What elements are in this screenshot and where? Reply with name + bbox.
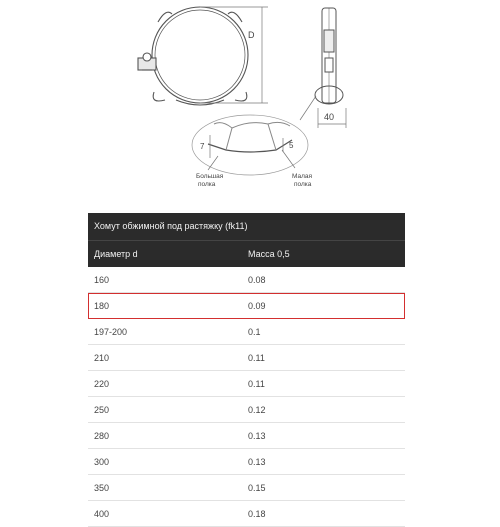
- cell-diameter: 160: [94, 274, 110, 285]
- cell-diameter: 350: [94, 482, 110, 493]
- table-row[interactable]: [88, 501, 405, 527]
- cell-mass: 0.11: [248, 352, 265, 363]
- table-row[interactable]: [88, 319, 405, 345]
- table-row[interactable]: [88, 345, 405, 371]
- cell-mass: 0.12: [248, 404, 266, 415]
- header-diameter: Диаметр d: [94, 249, 138, 259]
- table-row[interactable]: [88, 267, 405, 293]
- table-row[interactable]: [88, 449, 405, 475]
- header-mass: Масса 0,5: [248, 249, 290, 259]
- table-row[interactable]: [88, 293, 405, 319]
- cell-diameter: 197-200: [94, 326, 128, 337]
- dimension-40-label: 40: [324, 112, 335, 122]
- table-header-row: [88, 240, 405, 267]
- cell-mass: 0.1: [248, 326, 261, 337]
- large-flange-label-2: полка: [198, 181, 216, 188]
- table-row[interactable]: [88, 475, 405, 501]
- dimension-7-label: 7: [200, 142, 205, 151]
- clamp-front-view: [138, 7, 248, 105]
- small-flange-label-1: Малая: [292, 173, 313, 180]
- cell-diameter: 220: [94, 378, 110, 389]
- detail-leader: [300, 96, 316, 120]
- table-row[interactable]: [88, 423, 405, 449]
- small-flange-label-2: полка: [294, 181, 312, 188]
- table-body: [88, 267, 405, 527]
- cell-diameter: 400: [94, 508, 110, 519]
- spec-table: [88, 213, 405, 527]
- table-row[interactable]: [88, 371, 405, 397]
- cell-mass: 0.09: [248, 300, 266, 311]
- cell-mass: 0.13: [248, 456, 266, 467]
- cell-diameter: 250: [94, 404, 110, 415]
- cell-diameter: 300: [94, 456, 110, 467]
- dimension-d-label: D: [248, 30, 255, 40]
- cell-mass: 0.15: [248, 482, 266, 493]
- clamp-side-view: [315, 8, 343, 104]
- dimension-5-label: 5: [289, 141, 294, 150]
- cell-mass: 0.11: [248, 378, 265, 389]
- table-row[interactable]: [88, 397, 405, 423]
- cell-mass: 0.18: [248, 508, 266, 519]
- large-flange-label-1: Большая: [196, 173, 224, 180]
- table-caption: Хомут обжимной под растяжку (fk11): [88, 213, 405, 240]
- clamp-technical-drawing: [0, 0, 500, 210]
- cell-mass: 0.08: [248, 274, 266, 285]
- cell-diameter: 280: [94, 430, 110, 441]
- cell-diameter: 210: [94, 352, 110, 363]
- cell-mass: 0.13: [248, 430, 266, 441]
- cell-diameter: 180: [94, 300, 110, 311]
